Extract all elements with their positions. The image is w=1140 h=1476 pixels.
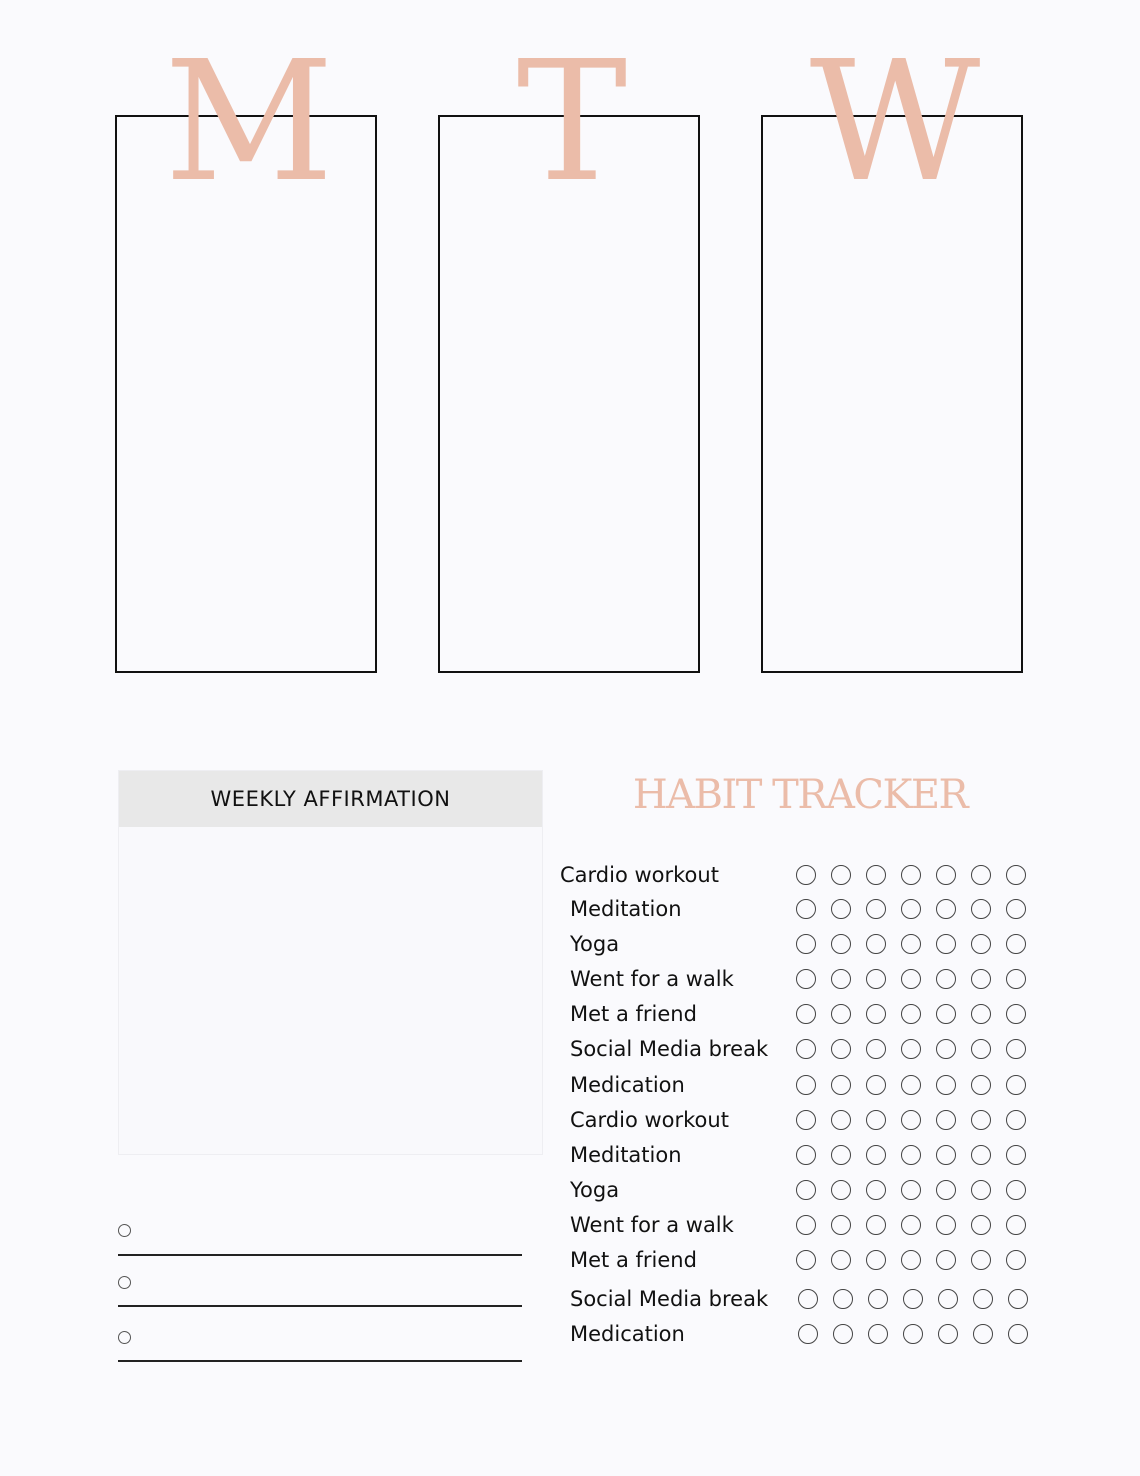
habit-checkbox-icon[interactable] bbox=[1006, 1250, 1026, 1270]
habit-checkbox-icon[interactable] bbox=[971, 865, 991, 885]
habit-checkbox-icon[interactable] bbox=[973, 1324, 993, 1344]
habit-checkbox-icon[interactable] bbox=[796, 899, 816, 919]
habit-checkbox-icon[interactable] bbox=[901, 1145, 921, 1165]
weekly-affirmation-panel[interactable] bbox=[118, 770, 543, 1155]
habit-checkbox-icon[interactable] bbox=[866, 1110, 886, 1130]
habit-label: Cardio workout bbox=[570, 1108, 729, 1132]
habit-checkbox-icon[interactable] bbox=[901, 969, 921, 989]
habit-checkbox-icon[interactable] bbox=[1006, 865, 1026, 885]
habit-row bbox=[560, 860, 1040, 890]
todo-line-2[interactable] bbox=[118, 1272, 522, 1307]
todo-checkbox-icon[interactable] bbox=[118, 1276, 131, 1289]
habit-label: Met a friend bbox=[570, 1002, 697, 1026]
habit-checkbox-icon[interactable] bbox=[796, 1004, 816, 1024]
habit-checkbox-icon[interactable] bbox=[971, 1180, 991, 1200]
habit-checkbox-icon[interactable] bbox=[901, 865, 921, 885]
habit-checkbox-icon[interactable] bbox=[971, 934, 991, 954]
habit-row bbox=[560, 929, 1040, 959]
habit-checkbox-icon[interactable] bbox=[936, 1215, 956, 1235]
habit-checkbox-icon[interactable] bbox=[866, 969, 886, 989]
habit-checkbox-icon[interactable] bbox=[868, 1289, 888, 1309]
todo-line-3[interactable] bbox=[118, 1326, 522, 1362]
habit-checkbox-icon[interactable] bbox=[1006, 934, 1026, 954]
habit-checkbox-icon[interactable] bbox=[901, 1075, 921, 1095]
habit-checkbox-icon[interactable] bbox=[831, 1145, 851, 1165]
habit-checkbox-icon[interactable] bbox=[1006, 1145, 1026, 1165]
habit-row bbox=[560, 1070, 1040, 1100]
habit-label: Social Media break bbox=[570, 1037, 769, 1061]
habit-row bbox=[560, 1105, 1040, 1135]
habit-checkbox-icon[interactable] bbox=[833, 1289, 853, 1309]
habit-checkbox-icon[interactable] bbox=[936, 934, 956, 954]
habit-row bbox=[560, 964, 1040, 994]
habit-checkbox-icon[interactable] bbox=[831, 865, 851, 885]
todo-checkbox-icon[interactable] bbox=[118, 1331, 131, 1344]
habit-checkbox-icon[interactable] bbox=[938, 1324, 958, 1344]
habit-checkbox-icon[interactable] bbox=[796, 1145, 816, 1165]
habit-label: Went for a walk bbox=[570, 967, 734, 991]
habit-checkbox-icon[interactable] bbox=[971, 1004, 991, 1024]
habit-checkbox-icon[interactable] bbox=[903, 1289, 923, 1309]
habit-checkbox-icon[interactable] bbox=[831, 899, 851, 919]
habit-checkbox-icon[interactable] bbox=[936, 899, 956, 919]
habit-label: Yoga bbox=[570, 1178, 620, 1202]
habit-row bbox=[560, 1210, 1040, 1240]
habit-checkbox-icon[interactable] bbox=[971, 1145, 991, 1165]
habit-checkbox-icon[interactable] bbox=[901, 1110, 921, 1130]
habit-checkbox-icon[interactable] bbox=[796, 1250, 816, 1270]
habit-checkbox-icon[interactable] bbox=[866, 1180, 886, 1200]
habit-checkbox-icon[interactable] bbox=[796, 1180, 816, 1200]
habit-checkbox-icon[interactable] bbox=[971, 1075, 991, 1095]
habit-checkbox-icon[interactable] bbox=[868, 1324, 888, 1344]
habit-checkbox-icon[interactable] bbox=[866, 934, 886, 954]
habit-checkbox-icon[interactable] bbox=[796, 1075, 816, 1095]
habit-checkbox-icon[interactable] bbox=[796, 969, 816, 989]
habit-checkbox-icon[interactable] bbox=[936, 1004, 956, 1024]
habit-label: Medication bbox=[570, 1073, 685, 1097]
todo-line-1[interactable] bbox=[118, 1220, 522, 1256]
habit-row bbox=[560, 1140, 1040, 1170]
habit-checkbox-icon[interactable] bbox=[936, 1250, 956, 1270]
habit-checkbox-icon[interactable] bbox=[971, 899, 991, 919]
habit-checkbox-icon[interactable] bbox=[971, 1250, 991, 1270]
habit-checkbox-icon[interactable] bbox=[831, 1180, 851, 1200]
habit-label: Medication bbox=[570, 1322, 685, 1346]
habit-label: Yoga bbox=[570, 932, 620, 956]
day-letter-monday: M bbox=[164, 26, 330, 219]
habit-row bbox=[560, 1034, 1040, 1064]
habit-checkbox-icon[interactable] bbox=[796, 865, 816, 885]
habit-checkbox-icon[interactable] bbox=[901, 1215, 921, 1235]
habit-checkbox-icon[interactable] bbox=[796, 1215, 816, 1235]
habit-checkbox-icon[interactable] bbox=[1006, 899, 1026, 919]
habit-label: Cardio workout bbox=[560, 863, 719, 887]
habit-label: Went for a walk bbox=[570, 1213, 734, 1237]
habit-checkbox-icon[interactable] bbox=[796, 1039, 816, 1059]
habit-row bbox=[560, 1245, 1040, 1275]
habit-checkbox-icon[interactable] bbox=[798, 1324, 818, 1344]
habit-checkbox-icon[interactable] bbox=[866, 1145, 886, 1165]
habit-row bbox=[560, 894, 1040, 924]
habit-checkbox-icon[interactable] bbox=[1006, 1075, 1026, 1095]
day-letter-tuesday: T bbox=[516, 26, 624, 219]
habit-checkbox-icon[interactable] bbox=[973, 1289, 993, 1309]
habit-checkbox-icon[interactable] bbox=[831, 1250, 851, 1270]
habit-checkbox-icon[interactable] bbox=[936, 1180, 956, 1200]
habit-checkbox-icon[interactable] bbox=[831, 969, 851, 989]
habit-checkbox-icon[interactable] bbox=[901, 1039, 921, 1059]
habit-row bbox=[560, 1319, 1040, 1349]
habit-tracker-title: HABIT TRACKER bbox=[632, 772, 968, 818]
day-letter-wednesday: W bbox=[809, 26, 977, 219]
habit-checkbox-icon[interactable] bbox=[938, 1289, 958, 1309]
habit-checkbox-icon[interactable] bbox=[971, 1039, 991, 1059]
habit-checkbox-icon[interactable] bbox=[936, 1145, 956, 1165]
habit-checkbox-icon[interactable] bbox=[971, 1110, 991, 1130]
habit-checkbox-icon[interactable] bbox=[936, 865, 956, 885]
habit-row bbox=[560, 1284, 1040, 1314]
habit-checkbox-icon[interactable] bbox=[831, 1039, 851, 1059]
habit-label: Meditation bbox=[570, 1143, 682, 1167]
habit-row bbox=[560, 1175, 1040, 1205]
habit-checkbox-icon[interactable] bbox=[1006, 1180, 1026, 1200]
habit-checkbox-icon[interactable] bbox=[796, 1110, 816, 1130]
habit-checkbox-icon[interactable] bbox=[1006, 1039, 1026, 1059]
habit-checkbox-icon[interactable] bbox=[901, 934, 921, 954]
habit-checkbox-icon[interactable] bbox=[866, 1075, 886, 1095]
habit-checkbox-icon[interactable] bbox=[1006, 1215, 1026, 1235]
habit-checkbox-icon[interactable] bbox=[796, 934, 816, 954]
habit-checkbox-icon[interactable] bbox=[936, 1039, 956, 1059]
habit-checkbox-icon[interactable] bbox=[1006, 1004, 1026, 1024]
habit-checkbox-icon[interactable] bbox=[1008, 1289, 1028, 1309]
todo-checkbox-icon[interactable] bbox=[118, 1224, 131, 1237]
habit-checkbox-icon[interactable] bbox=[936, 969, 956, 989]
habit-checkbox-icon[interactable] bbox=[831, 934, 851, 954]
weekly-affirmation-title: WEEKLY AFFIRMATION bbox=[119, 771, 542, 827]
habit-checkbox-icon[interactable] bbox=[866, 1004, 886, 1024]
habit-checkbox-icon[interactable] bbox=[866, 1039, 886, 1059]
habit-checkbox-icon[interactable] bbox=[831, 1004, 851, 1024]
habit-checkbox-icon[interactable] bbox=[971, 1215, 991, 1235]
habit-checkbox-icon[interactable] bbox=[1006, 969, 1026, 989]
habit-checkbox-icon[interactable] bbox=[901, 899, 921, 919]
habit-label: Met a friend bbox=[570, 1248, 697, 1272]
habit-checkbox-icon[interactable] bbox=[866, 1250, 886, 1270]
habit-checkbox-icon[interactable] bbox=[936, 1075, 956, 1095]
habit-row bbox=[560, 999, 1040, 1029]
habit-checkbox-icon[interactable] bbox=[831, 1075, 851, 1095]
habit-checkbox-icon[interactable] bbox=[901, 1004, 921, 1024]
habit-checkbox-icon[interactable] bbox=[936, 1110, 956, 1130]
habit-checkbox-icon[interactable] bbox=[971, 969, 991, 989]
habit-checkbox-icon[interactable] bbox=[1006, 1110, 1026, 1130]
habit-checkbox-icon[interactable] bbox=[901, 1180, 921, 1200]
habit-checkbox-icon[interactable] bbox=[833, 1324, 853, 1344]
habit-label: Meditation bbox=[570, 897, 682, 921]
habit-checkbox-icon[interactable] bbox=[1008, 1324, 1028, 1344]
habit-label: Social Media break bbox=[570, 1287, 769, 1311]
habit-checkbox-icon[interactable] bbox=[798, 1289, 818, 1309]
habit-checkbox-icon[interactable] bbox=[866, 1215, 886, 1235]
habit-checkbox-icon[interactable] bbox=[831, 1215, 851, 1235]
habit-checkbox-icon[interactable] bbox=[831, 1110, 851, 1130]
habit-checkbox-icon[interactable] bbox=[903, 1324, 923, 1344]
habit-checkbox-icon[interactable] bbox=[866, 899, 886, 919]
habit-checkbox-icon[interactable] bbox=[866, 865, 886, 885]
habit-checkbox-icon[interactable] bbox=[901, 1250, 921, 1270]
